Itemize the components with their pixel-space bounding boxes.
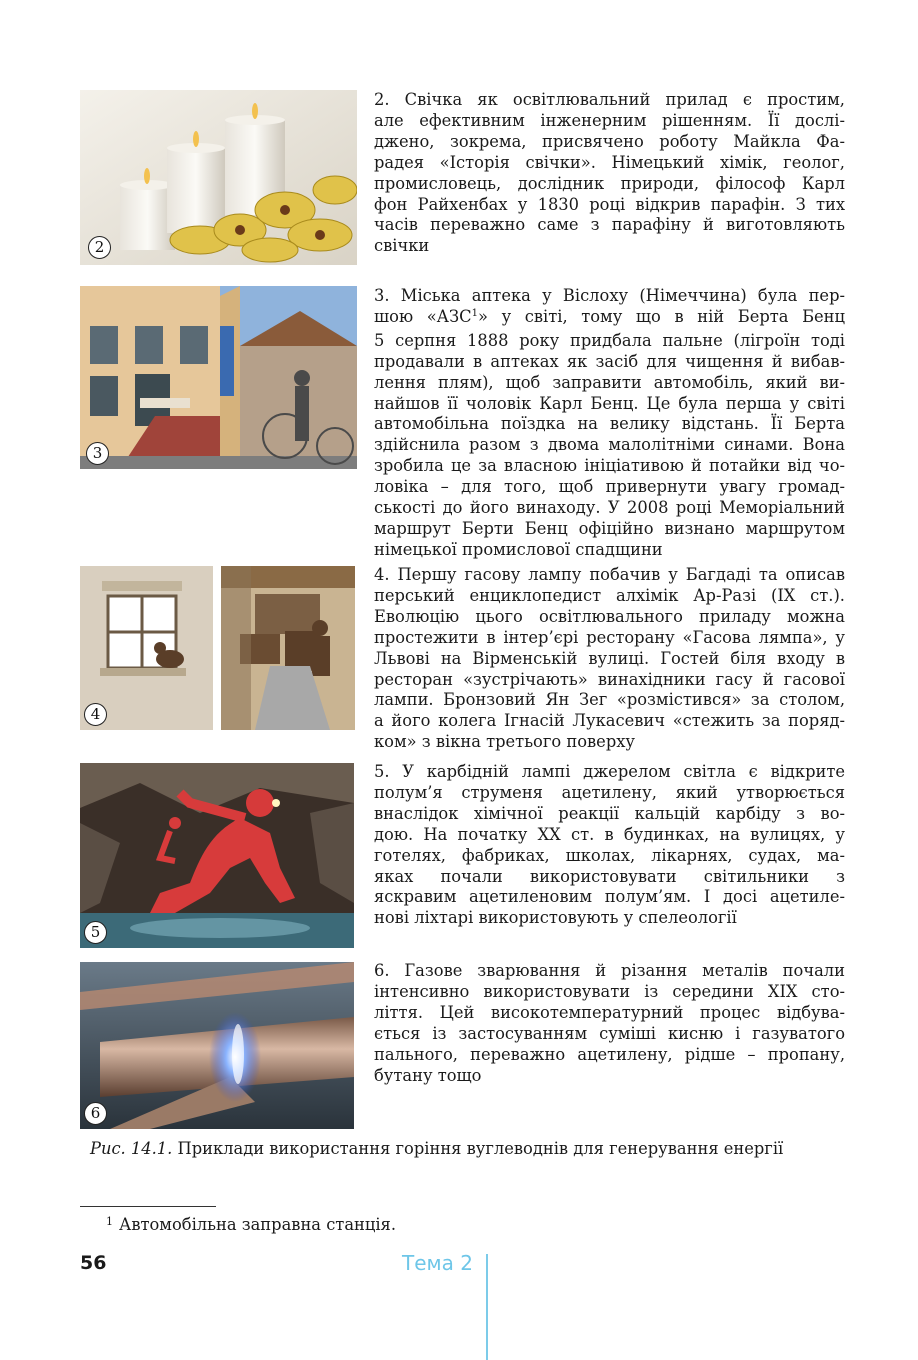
text-line: ськості до його винаходу. У 2008 році Меморіальний bbox=[374, 498, 845, 518]
figure-pharmacy bbox=[80, 286, 357, 469]
figure-badge: 6 bbox=[84, 1102, 107, 1125]
footnote-text: Автомобільна заправна станція. bbox=[119, 1215, 396, 1234]
footer-divider bbox=[486, 1254, 488, 1360]
paragraph-gas-welding bbox=[374, 961, 845, 1086]
text-line: джено, зокрема, присвячено роботу Майкла Фа- bbox=[374, 131, 845, 151]
text-line: бутану тощо bbox=[374, 1065, 482, 1085]
text-line: свічки bbox=[374, 236, 430, 256]
figure-badge: 2 bbox=[88, 236, 111, 259]
text-line: фон Райхенбах у 1830 році відкрив парафін. З тих bbox=[374, 194, 845, 214]
text-line: 4. Першу гасову лампу побачив у Багдаді та описав bbox=[374, 565, 845, 584]
text-span: шою «АЗС bbox=[374, 306, 472, 326]
caver-carbide-lamp-icon bbox=[80, 763, 354, 948]
text-line: полум’я струменя ацетилену, який утворюється bbox=[374, 782, 845, 802]
text-line: ком» з вікна третього поверху bbox=[374, 732, 636, 752]
figure-badge: 3 bbox=[86, 442, 109, 465]
text-line: 2. Свічка як освітлювальний прилад є простим, bbox=[374, 90, 845, 109]
text-line: промисловець, дослідник природи, філософ Карл bbox=[374, 173, 845, 193]
gas-welding-pipe-icon bbox=[80, 962, 354, 1129]
figure-caver bbox=[80, 763, 354, 948]
footnote bbox=[106, 1214, 396, 1238]
text-line: 6. Газове зварювання й різання металів почали bbox=[374, 961, 845, 980]
footnote-reference: 1 bbox=[471, 307, 478, 319]
topic-label: Тема 2 bbox=[402, 1251, 473, 1275]
text-line: здійснила разом з двома малолітніми синами. Вона bbox=[374, 435, 845, 455]
text-line: 5. У карбідній лампі джерелом світла є відкрите bbox=[374, 762, 845, 781]
pharmacy-building-icon bbox=[80, 286, 357, 469]
caption-label: Рис. 14.1. bbox=[90, 1139, 173, 1158]
text-line: ється із застосуванням суміші кисню і газуватого bbox=[374, 1023, 845, 1043]
text-line: простежити в інтер’єрі ресторану «Гасова лямпа», у bbox=[374, 627, 845, 647]
figure-badge: 4 bbox=[84, 703, 107, 726]
text-line: пального, переважно ацетилену, рідше – пропану, bbox=[374, 1044, 845, 1064]
text-line: дою. На початку XX ст. в будинках, на вулицях, у bbox=[374, 824, 845, 844]
candles-icon bbox=[80, 90, 357, 265]
text-line: внаслідок хімічної реакції кальцій карбіду з во- bbox=[374, 803, 845, 823]
text-line: продавали в аптеках як засіб для чищення й вибав- bbox=[374, 351, 845, 371]
paragraph-pharmacy bbox=[374, 286, 845, 561]
page-number: 56 bbox=[80, 1252, 107, 1274]
figure-caption bbox=[90, 1138, 870, 1160]
paragraph-carbide-lamp bbox=[374, 762, 845, 929]
text-line: яскравим ацетиленовим полум’ям. І досі ацетиле- bbox=[374, 887, 845, 907]
footnote-mark: 1 bbox=[106, 1215, 113, 1228]
text-line: готелях, фабриках, школах, лікарнях, судах, ма- bbox=[374, 845, 845, 865]
paragraph-gas-lamp bbox=[374, 565, 845, 753]
figure-badge: 5 bbox=[84, 921, 107, 944]
figure-candles bbox=[80, 90, 357, 265]
text-line: радея «Історія свічки». Німецький хімік, геолог, bbox=[374, 152, 845, 172]
text-line: зробила це за власною ініціативою й потайки від чо- bbox=[374, 456, 845, 476]
figure-gas-lamp bbox=[80, 566, 355, 730]
text-line: але ефективним інженерним рішенням. Її дослі- bbox=[374, 110, 845, 130]
paragraph-candle bbox=[374, 90, 845, 257]
text-line: лення плям), щоб заправити автомобіль, який ви- bbox=[374, 372, 845, 392]
caption-text: Приклади використання горіння вуглеводнів для генерування енергії bbox=[172, 1139, 784, 1158]
text-line: найшов її чоловік Карл Бенц. Це була перша у світі bbox=[374, 393, 845, 413]
text-line: Львові на Вірменській вулиці. Гостей біля входу в bbox=[374, 648, 845, 668]
footnote-divider bbox=[80, 1206, 216, 1207]
text-line bbox=[374, 307, 845, 331]
text-line: нові ліхтарі використовують у спелеології bbox=[374, 908, 737, 928]
text-line: Еволюцію цього освітлювального приладу можна bbox=[374, 606, 845, 626]
text-line: маршрут Берти Бенц офіційно визнано маршрутом bbox=[374, 518, 845, 538]
text-line: німецької промислової спадщини bbox=[374, 539, 663, 559]
text-line: а його колега Ігнасій Лукасевич «стежить за поряд- bbox=[374, 711, 845, 731]
text-line: перський енциклопедист алхімік Ар-Разі (IX ст.). bbox=[374, 585, 845, 605]
text-line: автомобільна поїздка на велику відстань. Її Берта bbox=[374, 414, 845, 434]
text-line: 3. Міська аптека у Віслоху (Німеччина) була пер- bbox=[374, 286, 845, 305]
text-line: лампи. Бронзовий Ян Зег «розмістився» за столом, bbox=[374, 690, 845, 710]
text-line: ліття. Цей високотемпературний процес відбува- bbox=[374, 1002, 845, 1022]
text-line: 5 серпня 1888 року придбала пальне (лігроїн тоді bbox=[374, 330, 845, 350]
text-line: ловіка – для того, щоб привернути увагу громад- bbox=[374, 477, 845, 497]
text-line: часів переважно саме з парафіну й виготовляють bbox=[374, 215, 845, 235]
gas-lamp-restaurant-icon bbox=[80, 566, 355, 730]
text-line: яках почали використовувати світильники з bbox=[374, 866, 845, 886]
text-line: інтенсивно використовувати із середини XIX сто- bbox=[374, 981, 845, 1001]
text-span: » у світі, тому що в ній Берта Бенц bbox=[478, 306, 845, 326]
text-line: ресторан «зустрічають» винахідники гасу й гасової bbox=[374, 669, 845, 689]
figure-welding bbox=[80, 962, 354, 1129]
